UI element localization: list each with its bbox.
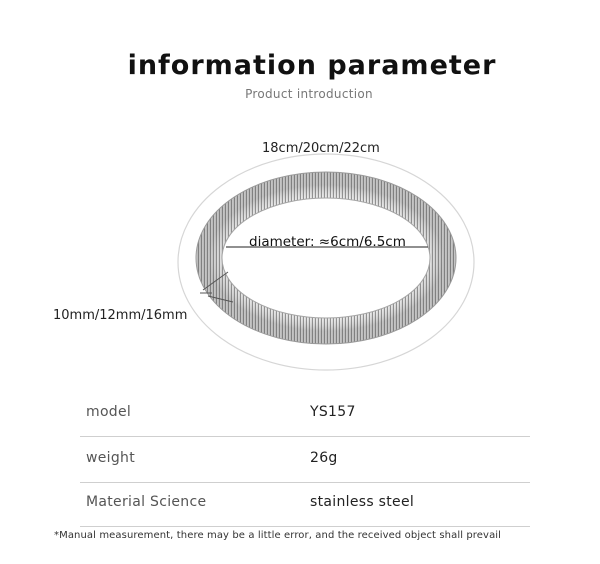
spec-value: YS157	[310, 404, 356, 420]
spec-row-weight	[80, 438, 530, 483]
spec-value: 26g	[310, 450, 338, 466]
diameter-label: diameter: ≈6cm/6.5cm	[249, 234, 406, 250]
measurement-note: *Manual measurement, there may be a little error, and the received object shall prevail	[54, 530, 502, 541]
spec-label: Material Science	[86, 494, 207, 510]
page-title: information parameter	[127, 50, 497, 81]
width-options-label: 10mm/12mm/16mm	[53, 308, 188, 323]
spec-row-model	[80, 392, 530, 437]
spec-label: model	[86, 404, 132, 420]
spec-label: weight	[86, 450, 136, 466]
page-subtitle: Product introduction	[245, 87, 373, 101]
spec-value: stainless steel	[310, 494, 415, 510]
spec-row-material	[80, 482, 530, 527]
size-options-label: 18cm/20cm/22cm	[262, 141, 380, 156]
bangle	[196, 172, 456, 344]
